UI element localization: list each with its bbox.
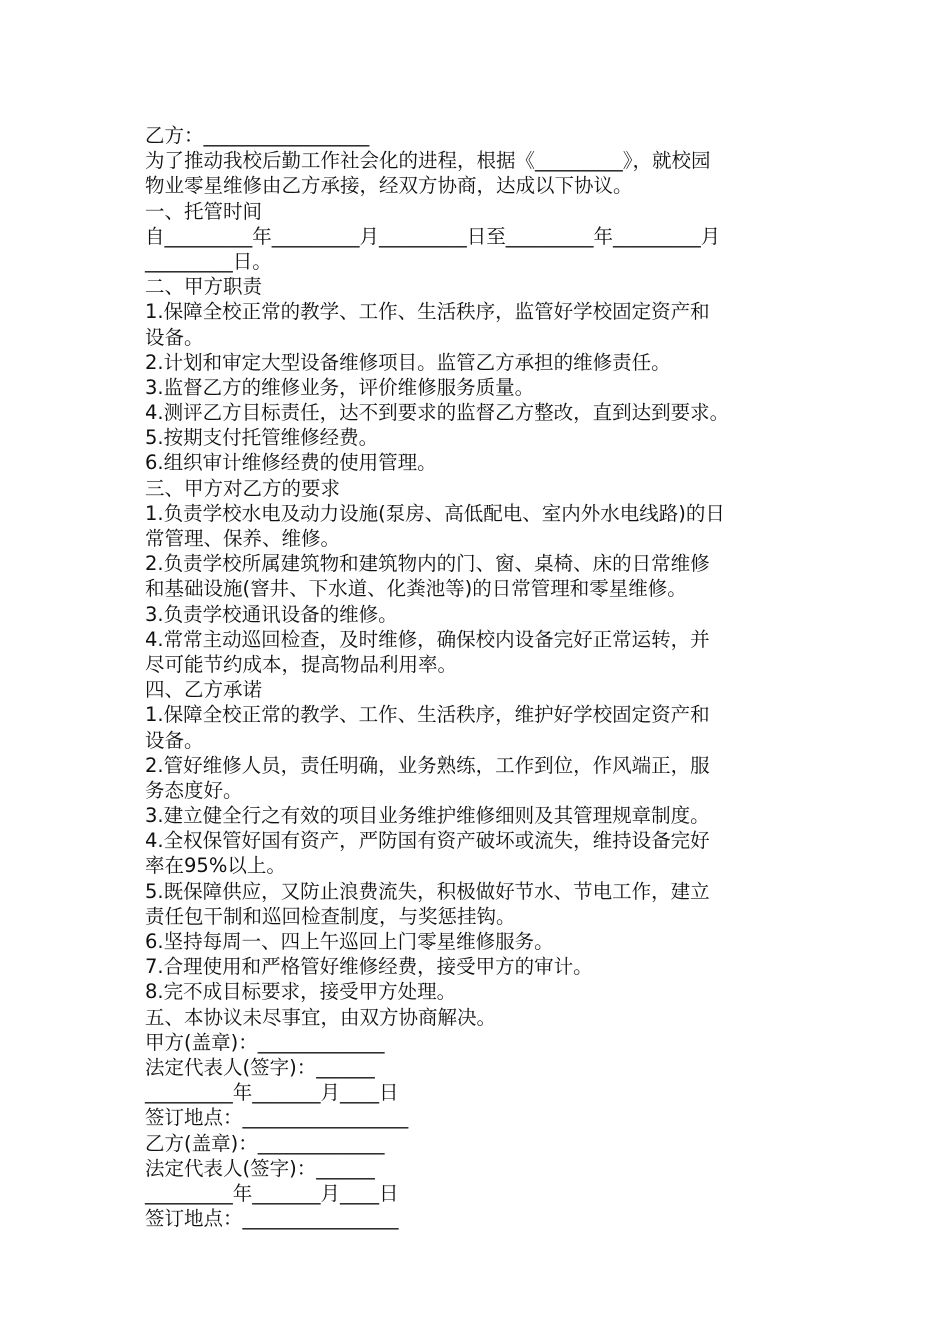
- commitment-4-line-2: 率在95%以上。: [145, 854, 286, 878]
- commitment-2-line-1: 2.管好维修人员，责任明确，业务熟练，工作到位，作风端正，服: [145, 753, 710, 777]
- commitment-1-line-1: 1.保障全校正常的教学、工作、生活秩序，维护好学校固定资产和: [145, 703, 710, 727]
- party-a-date-field: _________年_______月____日: [145, 1081, 399, 1105]
- party-a-seal-field: 甲方(盖章)：_____________: [145, 1030, 385, 1054]
- intro-line-1: 为了推动我校后勤工作社会化的进程，根据《_________》，就校园: [145, 149, 711, 173]
- intro-line-2: 物业零星维修由乙方承接，经双方协商，达成以下协议。: [145, 174, 633, 198]
- party-a-duty-1-line-1: 1.保障全校正常的教学、工作、生活秩序，监管好学校固定资产和: [145, 300, 710, 324]
- requirement-3: 3.负责学校通讯设备的维修。: [145, 602, 398, 626]
- requirement-2-line-1: 2.负责学校所属建筑物和建筑物内的门、窗、桌椅、床的日常维修: [145, 552, 710, 576]
- commitment-3: 3.建立健全行之有效的项目业务维护维修细则及其管理规章制度。: [145, 804, 710, 828]
- requirement-2-line-2: 和基础设施(窨井、下水道、化粪池等)的日常管理和零星维修。: [145, 577, 687, 601]
- section-3-heading: 三、甲方对乙方的要求: [145, 476, 341, 500]
- party-a-representative-field: 法定代表人(签字)：______: [145, 1055, 375, 1079]
- commitment-5-line-1: 5.既保障供应，又防止浪费流失，积极做好节水、节电工作，建立: [145, 879, 710, 903]
- party-a-duty-6: 6.组织审计维修经费的使用管理。: [145, 451, 437, 475]
- party-a-signing-place-field: 签订地点：_________________: [145, 1106, 409, 1130]
- party-a-duty-3: 3.监督乙方的维修业务，评价维修服务质量。: [145, 375, 535, 399]
- party-b-representative-field: 法定代表人(签字)：______: [145, 1156, 375, 1180]
- commitment-1-line-2: 设备。: [145, 728, 204, 752]
- commitment-4-line-1: 4.全权保管好国有资产，严防国有资产破坏或流失，维持设备完好: [145, 829, 710, 853]
- requirement-1-line-2: 常管理、保养、维修。: [145, 527, 341, 550]
- commitment-5-line-2: 责任包干制和巡回检查制度，与奖惩挂钩。: [145, 904, 516, 928]
- requirement-4-line-1: 4.常常主动巡回检查，及时维修，确保校内设备完好正常运转，并: [145, 627, 710, 651]
- requirement-4-line-2: 尽可能节约成本，提高物品利用率。: [145, 652, 458, 676]
- party-b-line: 乙方：_________________: [145, 124, 370, 147]
- section-4-heading: 四、乙方承诺: [145, 678, 263, 702]
- requirement-1-line-1: 1.负责学校水电及动力设施(泵房、高低配电、室内外水电线路)的日: [145, 501, 725, 525]
- party-a-duty-5: 5.按期支付托管维修经费。: [145, 426, 379, 450]
- section-5-heading: 五、本协议未尽事宜，由双方协商解决。: [145, 1005, 497, 1029]
- party-a-duty-4: 4.测评乙方目标责任，达不到要求的监督乙方整改，直到达到要求。: [145, 401, 730, 425]
- party-b-date-field: _________年_______月____日: [145, 1181, 399, 1205]
- custody-period-line-2: _________日。: [145, 249, 272, 273]
- party-b-signing-place-field: 签订地点：________________: [145, 1207, 399, 1231]
- agreement-document: [145, 123, 807, 1231]
- commitment-7: 7.合理使用和严格管好维修经费，接受甲方的审计。: [145, 955, 593, 979]
- party-a-duty-2: 2.计划和审定大型设备维修项目。监管乙方承担的维修责任。: [145, 350, 671, 374]
- commitment-2-line-2: 务态度好。: [145, 778, 243, 802]
- party-a-duty-1-line-2: 设备。: [145, 325, 204, 349]
- custody-period-line-1: 自_________年_________月_________日至_________年_________月: [145, 224, 721, 248]
- party-b-seal-field: 乙方(盖章)：_____________: [145, 1131, 385, 1155]
- section-2-heading: 二、甲方职责: [145, 275, 263, 299]
- section-1-heading: 一、托管时间: [145, 199, 263, 223]
- commitment-6: 6.坚持每周一、四上午巡回上门零星维修服务。: [145, 930, 554, 953]
- commitment-8: 8.完不成目标要求，接受甲方处理。: [145, 980, 457, 1004]
